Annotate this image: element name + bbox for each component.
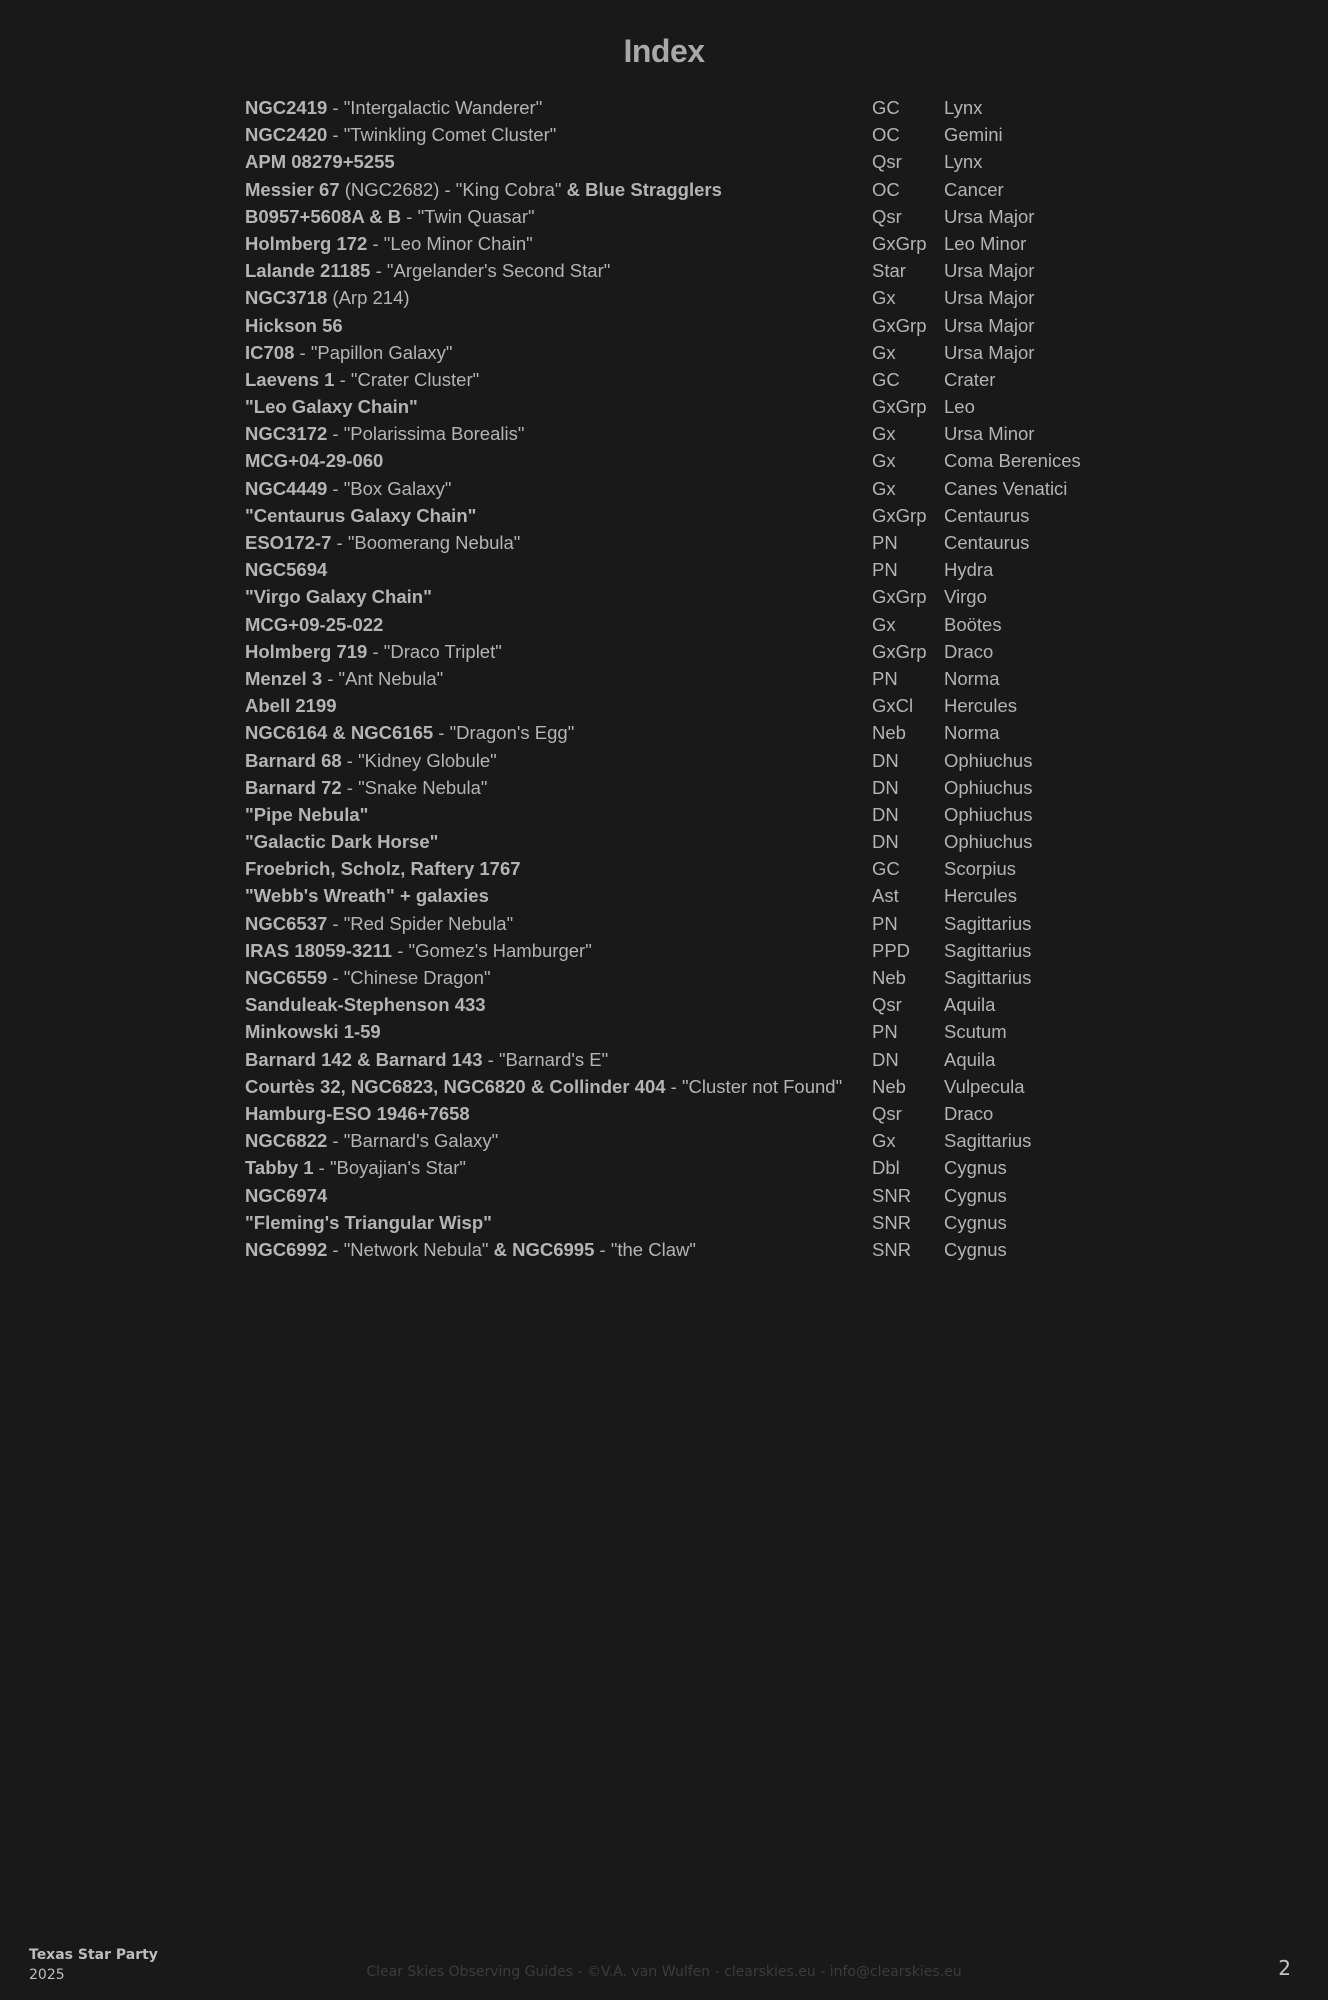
- object-designation: Froebrich, Scholz, Raftery 1767: [245, 858, 521, 880]
- object-nickname: - "Barnard's E": [482, 1048, 609, 1070]
- object-type: Neb: [872, 967, 906, 988]
- object-designation: Barnard 72: [245, 776, 342, 798]
- index-row: [245, 638, 1145, 665]
- object-type: GxGrp: [872, 232, 927, 254]
- object-designation: Holmberg 719: [245, 640, 368, 662]
- object-designation: B0957+5608A & B: [245, 205, 402, 227]
- object-designation: Messier 67: [245, 178, 340, 200]
- object-type: OC: [872, 124, 900, 146]
- index-row: [245, 475, 1145, 502]
- object-constellation: Crater: [944, 368, 996, 390]
- object-designation: IRAS 18059-3211: [245, 939, 393, 961]
- object-designation: NGC5694: [245, 559, 328, 581]
- object-nickname: (Arp 214): [327, 287, 410, 309]
- object-name: [245, 828, 438, 855]
- object-constellation: Ophiuchus: [944, 776, 1033, 798]
- index-row: [245, 366, 1145, 393]
- object-designation: NGC6537: [245, 912, 328, 934]
- object-constellation: Cygnus: [944, 1211, 1007, 1233]
- object-name: [245, 420, 524, 447]
- index-row: [245, 828, 1145, 855]
- object-designation: "Centaurus Galaxy Chain": [245, 504, 477, 526]
- index-row: [245, 937, 1145, 964]
- object-name: [245, 312, 343, 339]
- object-designation: MCG+04-29-060: [245, 450, 384, 472]
- object-name: [245, 1100, 470, 1127]
- object-designation: Hamburg-ESO 1946+7658: [245, 1102, 470, 1124]
- object-designation: Sanduleak-Stephenson 433: [245, 994, 486, 1016]
- object-name: [245, 257, 610, 284]
- object-name: [245, 665, 443, 692]
- object-type: GxGrp: [872, 586, 927, 608]
- object-constellation: Ursa Major: [944, 287, 1035, 309]
- object-nickname: - "Kidney Globule": [341, 749, 497, 771]
- index-row: [245, 583, 1145, 610]
- object-designation: "Webb's Wreath" + galaxies: [245, 885, 489, 907]
- object-nickname: - "Red Spider Nebula": [327, 912, 514, 934]
- object-constellation: Gemini: [944, 124, 1003, 146]
- object-type: Gx: [872, 613, 896, 635]
- object-type: DN: [872, 749, 899, 771]
- object-designation: IC708: [245, 341, 295, 363]
- object-constellation: Scorpius: [944, 858, 1016, 880]
- index-row: [245, 556, 1145, 583]
- index-list: [245, 94, 1145, 1263]
- index-row: [245, 665, 1145, 692]
- object-name: [245, 774, 487, 801]
- object-designation: Barnard 68: [245, 749, 342, 771]
- index-row: [245, 719, 1145, 746]
- object-nickname: - "Papillon Galaxy": [294, 341, 453, 363]
- index-row: [245, 393, 1145, 420]
- object-name: [245, 230, 533, 257]
- object-designation: & Blue Stragglers: [566, 178, 722, 200]
- object-nickname: - "Leo Minor Chain": [367, 232, 533, 254]
- object-type: SNR: [872, 1238, 912, 1260]
- object-designation: NGC4449: [245, 477, 328, 499]
- object-name: [245, 393, 418, 420]
- object-designation: "Fleming's Triangular Wisp": [245, 1211, 492, 1233]
- object-name: [245, 638, 502, 665]
- object-type: PN: [872, 532, 898, 553]
- object-name: [245, 692, 337, 719]
- index-row: [245, 1073, 1145, 1100]
- object-constellation: Draco: [944, 640, 994, 662]
- object-designation: NGC6559: [245, 967, 328, 988]
- object-constellation: Hercules: [944, 885, 1017, 907]
- object-name: [245, 1154, 466, 1181]
- object-designation: Barnard 142 & Barnard 143: [245, 1048, 483, 1070]
- object-nickname: - "Intergalactic Wanderer": [327, 97, 543, 118]
- index-row: [245, 1127, 1145, 1154]
- index-row: [245, 611, 1145, 638]
- index-row: [245, 1182, 1145, 1209]
- object-constellation: Lynx: [944, 151, 983, 173]
- object-designation: NGC6974: [245, 1184, 328, 1206]
- object-name: [245, 556, 327, 583]
- index-row: [245, 257, 1145, 284]
- object-name: [245, 964, 491, 991]
- object-type: DN: [872, 803, 899, 825]
- index-row: [245, 203, 1145, 230]
- object-nickname: - "Chinese Dragon": [327, 967, 491, 988]
- object-constellation: Hercules: [944, 695, 1017, 717]
- object-constellation: Leo Minor: [944, 232, 1027, 254]
- index-row: [245, 910, 1145, 937]
- object-name: [245, 176, 722, 203]
- object-type: Qsr: [872, 205, 902, 227]
- object-nickname: - "Argelander's Second Star": [370, 260, 611, 282]
- object-type: Gx: [872, 477, 896, 499]
- object-name: [245, 203, 535, 230]
- object-type: GxGrp: [872, 504, 927, 526]
- index-row: [245, 1154, 1145, 1181]
- index-row: [245, 339, 1145, 366]
- index-row: [245, 312, 1145, 339]
- object-type: Qsr: [872, 151, 902, 173]
- object-nickname: - "Barnard's Galaxy": [327, 1130, 499, 1152]
- index-row: [245, 964, 1145, 991]
- object-type: SNR: [872, 1184, 912, 1206]
- object-constellation: Canes Venatici: [944, 477, 1068, 499]
- object-type: GxGrp: [872, 640, 927, 662]
- object-type: GxCl: [872, 695, 914, 717]
- object-name: [245, 1018, 381, 1045]
- object-name: [245, 611, 383, 638]
- page-number: 2: [1278, 1956, 1291, 1980]
- object-designation: "Virgo Galaxy Chain": [245, 586, 432, 608]
- object-type: PN: [872, 1021, 898, 1043]
- object-type: PPD: [872, 939, 911, 961]
- object-constellation: Ursa Major: [944, 314, 1035, 336]
- footer-event-name: Texas Star Party: [29, 1947, 158, 1963]
- object-constellation: Virgo: [944, 586, 987, 608]
- object-name: [245, 529, 520, 556]
- object-nickname: - "Cluster not Found": [665, 1075, 843, 1097]
- object-type: GxGrp: [872, 396, 927, 418]
- object-designation: ESO172-7: [245, 532, 332, 553]
- object-designation: "Galactic Dark Horse": [245, 831, 439, 853]
- object-constellation: Ophiuchus: [944, 831, 1033, 853]
- object-constellation: Draco: [944, 1102, 994, 1124]
- object-nickname: - "Dragon's Egg": [433, 722, 575, 744]
- object-designation: NGC3172: [245, 423, 328, 445]
- object-designation: MCG+09-25-022: [245, 613, 384, 635]
- object-type: GC: [872, 368, 900, 390]
- object-type: PN: [872, 667, 898, 689]
- object-designation: Lalande 21185: [245, 260, 371, 282]
- object-type: DN: [872, 831, 899, 853]
- object-designation: "Pipe Nebula": [245, 803, 369, 825]
- object-nickname: - "Boyajian's Star": [313, 1157, 466, 1179]
- index-row: [245, 230, 1145, 257]
- object-constellation: Ophiuchus: [944, 803, 1033, 825]
- index-row: [245, 991, 1145, 1018]
- object-type: Gx: [872, 450, 896, 472]
- object-type: GC: [872, 97, 900, 118]
- object-constellation: Lynx: [944, 97, 983, 118]
- object-type: Neb: [872, 1075, 906, 1097]
- object-type: PN: [872, 912, 898, 934]
- object-constellation: Centaurus: [944, 532, 1030, 553]
- object-name: [245, 882, 489, 909]
- object-designation: Hickson 56: [245, 314, 343, 336]
- object-constellation: Scutum: [944, 1021, 1007, 1043]
- object-nickname: - "Network Nebula": [327, 1238, 494, 1260]
- object-designation: NGC6164 & NGC6165: [245, 722, 434, 744]
- object-nickname: - "Ant Nebula": [322, 667, 444, 689]
- object-type: SNR: [872, 1211, 912, 1233]
- object-constellation: Cygnus: [944, 1184, 1007, 1206]
- object-constellation: Leo: [944, 396, 975, 418]
- object-constellation: Centaurus: [944, 504, 1030, 526]
- object-nickname: (NGC2682) - "King Cobra": [339, 178, 567, 200]
- object-designation: Courtès 32, NGC6823, NGC6820 & Collinder 404: [245, 1075, 666, 1097]
- object-type: Qsr: [872, 994, 902, 1016]
- object-constellation: Norma: [944, 722, 1000, 744]
- object-designation: Abell 2199: [245, 695, 337, 717]
- object-constellation: Ursa Major: [944, 205, 1035, 227]
- object-name: [245, 855, 521, 882]
- object-nickname: - "Polarissima Borealis": [327, 423, 525, 445]
- object-constellation: Boötes: [944, 613, 1002, 635]
- index-row: [245, 94, 1145, 121]
- object-type: Dbl: [872, 1157, 900, 1179]
- index-row: [245, 1046, 1145, 1073]
- object-name: [245, 747, 497, 774]
- index-row: [245, 148, 1145, 175]
- object-constellation: Cygnus: [944, 1238, 1007, 1260]
- object-constellation: Sagittarius: [944, 967, 1032, 988]
- index-row: [245, 692, 1145, 719]
- object-constellation: Ursa Major: [944, 341, 1035, 363]
- object-name: [245, 1073, 842, 1100]
- object-type: Gx: [872, 341, 896, 363]
- object-designation: NGC6992: [245, 1238, 328, 1260]
- object-name: [245, 284, 410, 311]
- object-designation: "Leo Galaxy Chain": [245, 396, 418, 418]
- object-constellation: Aquila: [944, 1048, 996, 1070]
- object-nickname: - "Twin Quasar": [401, 205, 535, 227]
- object-constellation: Cancer: [944, 178, 1004, 200]
- object-designation: APM 08279+5255: [245, 151, 395, 173]
- object-type: Star: [872, 260, 906, 282]
- object-name: [245, 1046, 608, 1073]
- object-constellation: Aquila: [944, 994, 996, 1016]
- object-constellation: Ophiuchus: [944, 749, 1033, 771]
- index-row: [245, 774, 1145, 801]
- object-type: Ast: [872, 885, 899, 907]
- object-name: [245, 121, 556, 148]
- index-row: [245, 284, 1145, 311]
- object-name: [245, 991, 486, 1018]
- object-constellation: Hydra: [944, 559, 994, 581]
- object-designation: Holmberg 172: [245, 232, 368, 254]
- object-name: [245, 801, 368, 828]
- object-nickname: - "Draco Triplet": [367, 640, 502, 662]
- object-name: [245, 339, 453, 366]
- index-row: [245, 502, 1145, 529]
- index-row: [245, 529, 1145, 556]
- object-name: [245, 502, 476, 529]
- object-name: [245, 1209, 492, 1236]
- object-nickname: - "Box Galaxy": [327, 477, 452, 499]
- object-type: DN: [872, 776, 899, 798]
- object-designation: Menzel 3: [245, 667, 323, 689]
- object-nickname: - "Crater Cluster": [334, 368, 480, 390]
- object-type: GC: [872, 858, 900, 880]
- index-row: [245, 420, 1145, 447]
- object-designation: Minkowski 1-59: [245, 1021, 381, 1043]
- index-row: [245, 747, 1145, 774]
- object-type: PN: [872, 559, 898, 581]
- footer-credit: Clear Skies Observing Guides - ©V.A. van Wulfen - clearskies.eu - info@clearskies.eu: [366, 1964, 962, 1980]
- object-type: GxGrp: [872, 314, 927, 336]
- index-row: [245, 1209, 1145, 1236]
- object-designation: NGC6822: [245, 1130, 328, 1152]
- index-row: [245, 855, 1145, 882]
- object-type: Gx: [872, 423, 896, 445]
- object-name: [245, 447, 383, 474]
- object-name: [245, 937, 592, 964]
- object-type: Gx: [872, 1130, 896, 1152]
- object-constellation: Cygnus: [944, 1157, 1007, 1179]
- object-designation: NGC2420: [245, 124, 328, 146]
- object-name: [245, 475, 451, 502]
- object-nickname: - "the Claw": [594, 1238, 696, 1260]
- object-designation: & NGC6995: [493, 1238, 595, 1260]
- object-designation: Laevens 1: [245, 368, 335, 390]
- object-nickname: - "Boomerang Nebula": [331, 532, 521, 553]
- object-type: DN: [872, 1048, 899, 1070]
- object-designation: Tabby 1: [245, 1157, 314, 1179]
- object-constellation: Ursa Major: [944, 260, 1035, 282]
- object-constellation: Sagittarius: [944, 912, 1032, 934]
- object-nickname: - "Gomez's Hamburger": [392, 939, 592, 961]
- object-constellation: Coma Berenices: [944, 450, 1081, 472]
- object-type: Neb: [872, 722, 906, 744]
- object-name: [245, 583, 432, 610]
- index-row: [245, 1236, 1145, 1263]
- object-constellation: Sagittarius: [944, 939, 1032, 961]
- object-nickname: - "Snake Nebula": [341, 776, 488, 798]
- index-row: [245, 447, 1145, 474]
- object-constellation: Ursa Minor: [944, 423, 1035, 445]
- object-name: [245, 1127, 498, 1154]
- index-row: [245, 121, 1145, 148]
- object-nickname: - "Twinkling Comet Cluster": [327, 124, 557, 146]
- object-name: [245, 1236, 696, 1263]
- object-constellation: Vulpecula: [944, 1075, 1025, 1097]
- object-designation: NGC2419: [245, 97, 328, 118]
- object-designation: NGC3718: [245, 287, 328, 309]
- object-type: OC: [872, 178, 900, 200]
- object-type: Qsr: [872, 1102, 902, 1124]
- page-title: Index: [623, 33, 705, 69]
- object-name: [245, 148, 395, 175]
- object-type: Gx: [872, 287, 896, 309]
- footer-year: 2025: [29, 1967, 65, 1983]
- index-row: [245, 801, 1145, 828]
- object-name: [245, 94, 542, 121]
- index-row: [245, 176, 1145, 203]
- index-row: [245, 882, 1145, 909]
- index-row: [245, 1018, 1145, 1045]
- object-constellation: Sagittarius: [944, 1130, 1032, 1152]
- object-constellation: Norma: [944, 667, 1000, 689]
- object-name: [245, 719, 574, 746]
- object-name: [245, 366, 479, 393]
- object-name: [245, 1182, 327, 1209]
- index-row: [245, 1100, 1145, 1127]
- object-name: [245, 910, 513, 937]
